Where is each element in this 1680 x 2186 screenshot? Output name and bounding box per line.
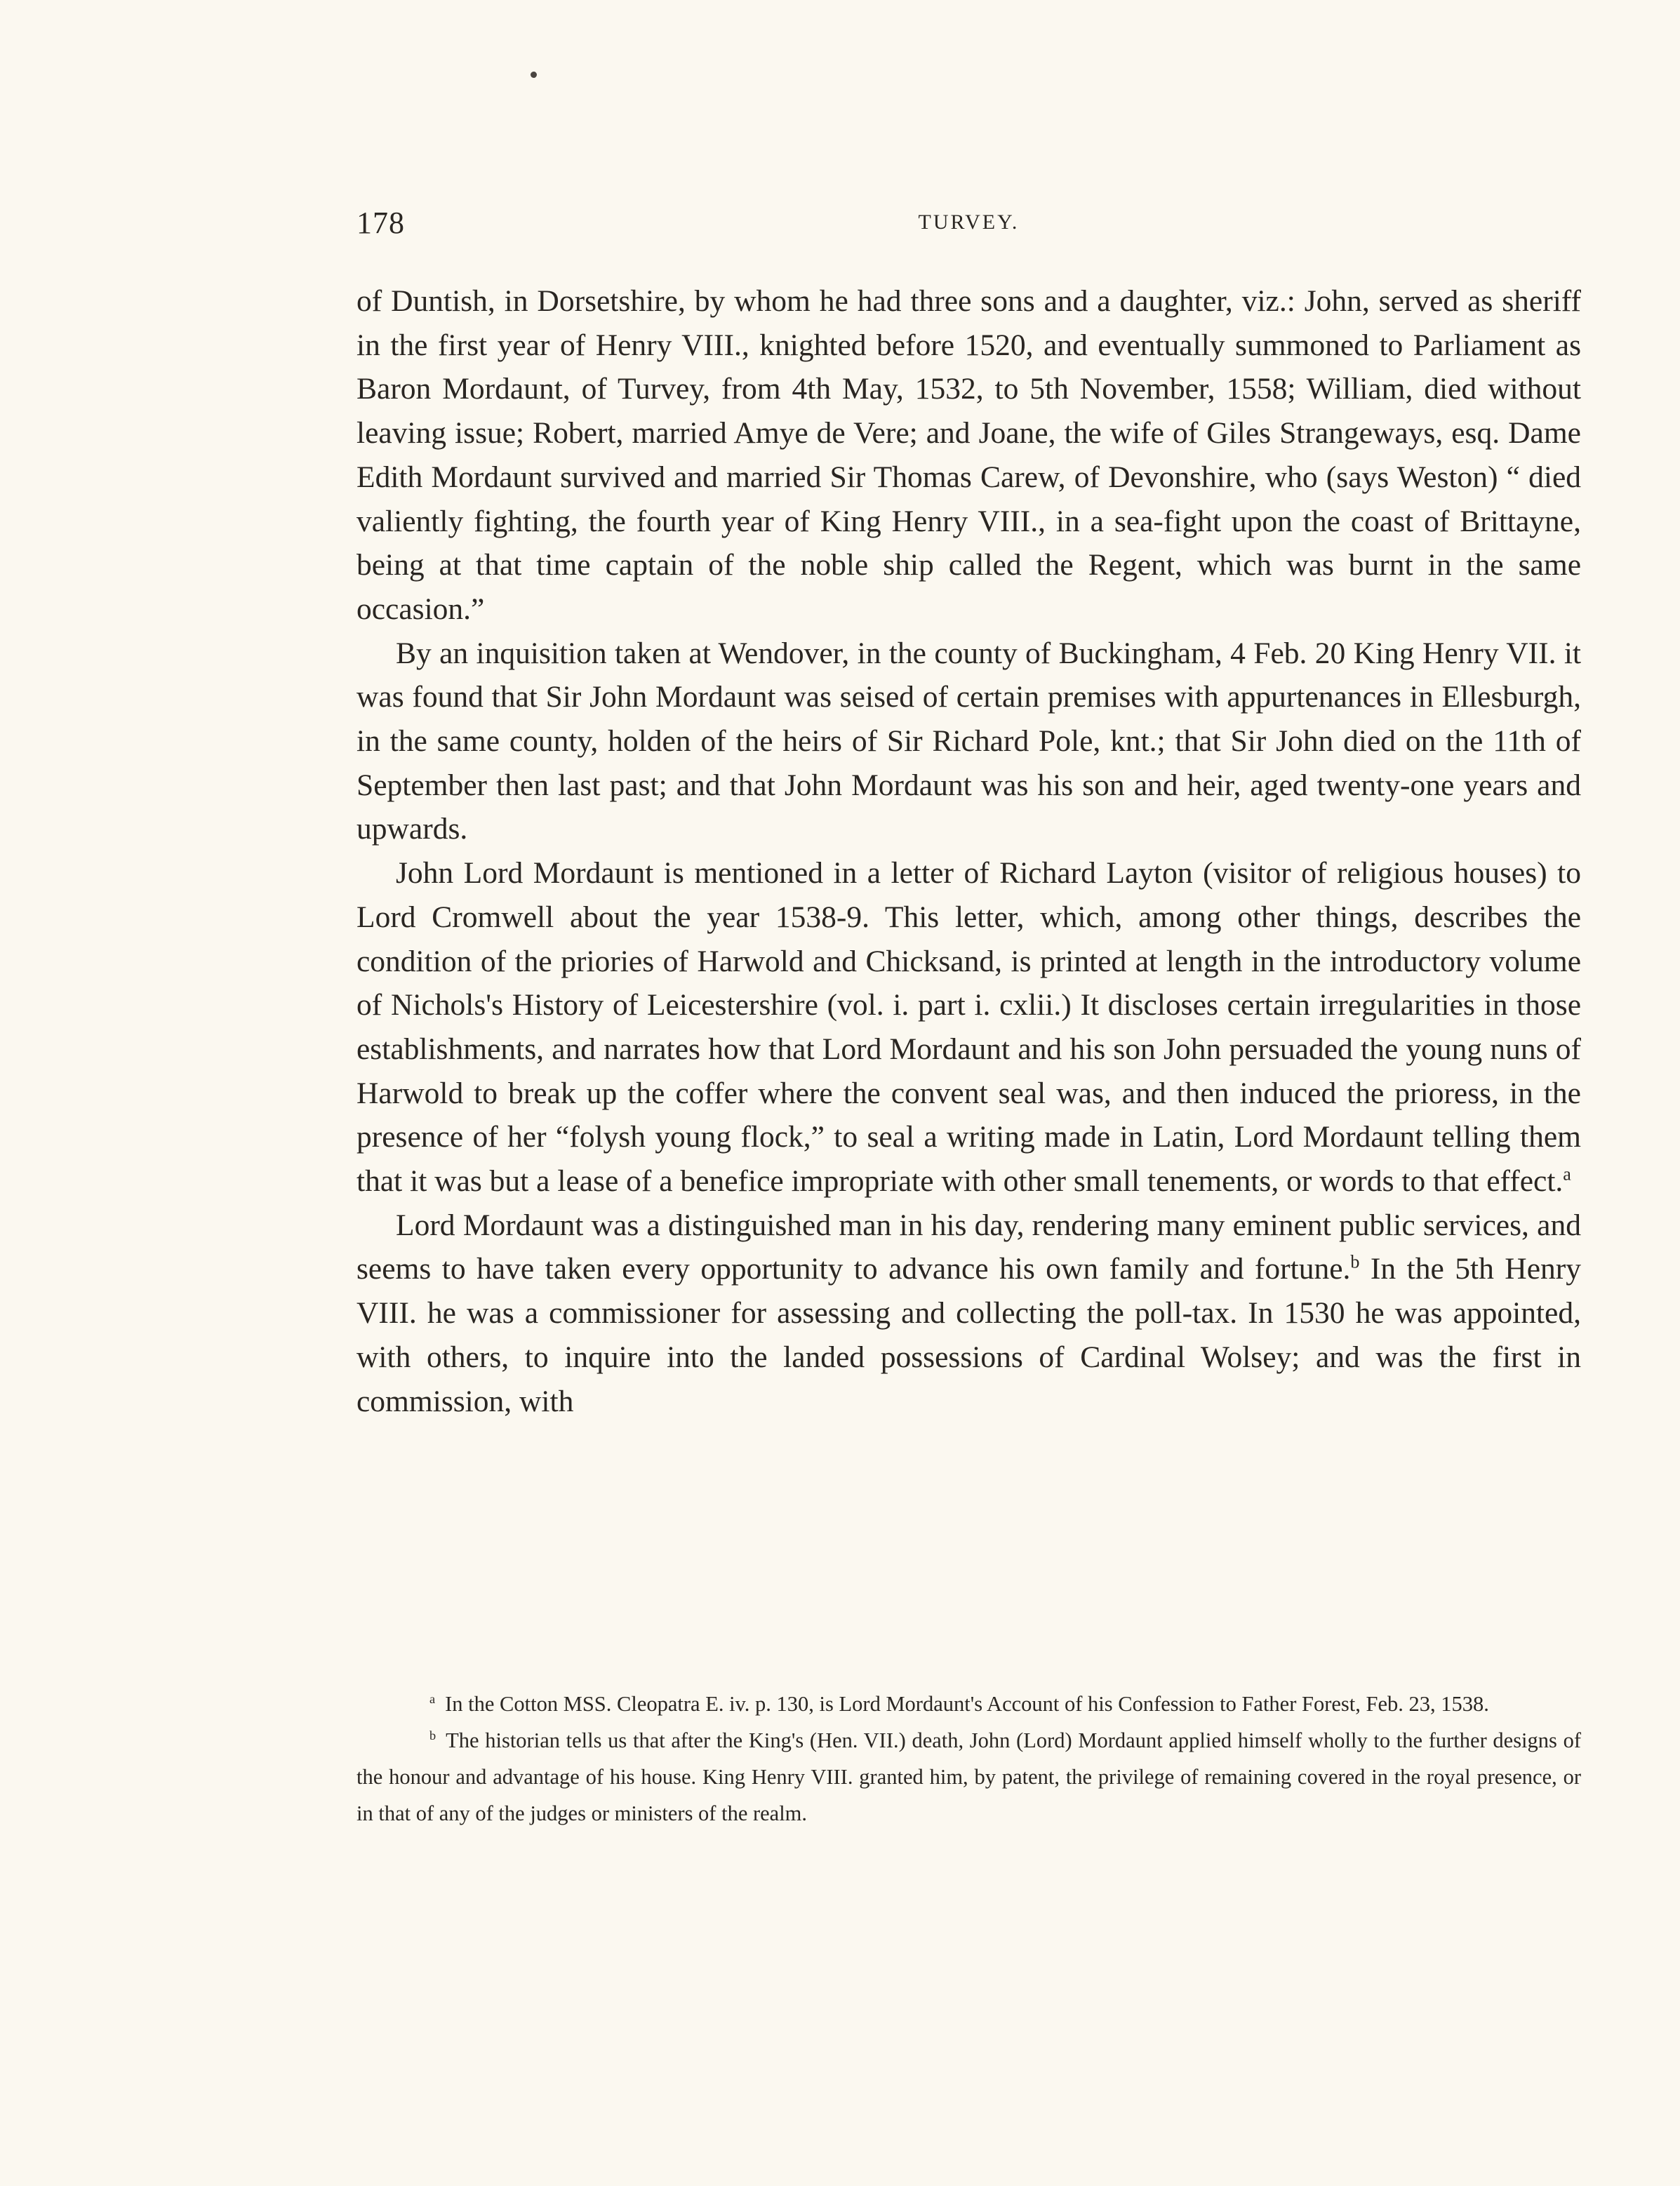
footnote: $^b$ The historian tells us that after the King's (Hen. VII.) death, John (Lord) Mordaunt applied himself wholly to the further designs of the honour and advantage of his house. King Henry VIII. granted him, by patent, the privilege of remaining covered in the royal presence, or in that of any of the judges or ministers of the realm.	[356, 1728, 1581, 1825]
footnotes	[356, 1686, 1581, 1832]
paragraph-text: John Lord Mordaunt is mentioned in a letter of Richard Layton (visitor of religious houses) to Lord Cromwell about the year 1538-9. This letter, which, among other things, describes the condition of the priories of Harwold and Chicksand, is printed at length in the introductory volume of Nichols's History of Leicestershire (vol. i. part i. cxlii.) It discloses certain irregularities in those establishments, and narrates how that Lord Mordaunt and his son John persuaded the young nuns of Harwold to break up the coffer where the convent seal was, and then induced the prioress, in the presence of her “folysh young flock,” to seal a writing made in Latin, Lord Mordaunt telling them that it was but a lease of a benefice impropriate with other small tenements, or words to that effect.	[356, 856, 1581, 1199]
paragraph-text: Lord Mordaunt was a distinguished man in his day, rendering many eminent public services, and seems to have taken every opportunity to advance his own family and fortune.	[356, 1208, 1581, 1286]
paragraph: of Duntish, in Dorsetshire, by whom he had three sons and a daughter, viz.: John, served as sheriff in the first year of Henry VIII., knighted before 1520, and eventually summoned to Parliament as Baron Mordaunt, of Turvey, from 4th May, 1532, to 5th November, 1558; William, died without leaving issue; Robert, married Amye de Vere; and Joane, the wife of Giles Strangeways, esq. Dame Edith Mordaunt survived and married Sir Thomas Carew, of Devonshire, who (says Weston) “ died valiently fighting, the fourth year of King Henry VIII., in a sea-fight upon the coast of Brittayne, being at that time captain of the noble ship called the Regent, which was burnt in the same occasion.”	[356, 284, 1581, 626]
footnote-text: The historian tells us that after the King's (Hen. VII.) death, John (Lord) Mordaunt applied himself wholly to the further designs of the honour and advantage of his house. King Henry VIII. granted him, by patent, the privilege of remaining covered in the royal presence, or in that of any of the judges or ministers of the realm.	[356, 1728, 1581, 1825]
paragraph	[356, 1204, 1581, 1424]
page-header	[356, 205, 1581, 247]
footnote-text: In the Cotton MSS. Cleopatra E. iv. p. 130, is Lord Mordaunt's Account of his Confession to Father Forest, Feb. 23, 1538.	[445, 1692, 1489, 1716]
footnote: $^a$ In the Cotton MSS. Cleopatra E. iv. p. 130, is Lord Mordaunt's Account of his Confession to Father Forest, Feb. 23, 1538.	[429, 1691, 1489, 1716]
paragraph-text: In the 5th Henry VIII. he was a commissioner for assessing and collecting the poll-tax. In 1530 he was appointed, with others, to inquire into the landed possessions of Cardinal Wolsey; and was the first in commission, with	[356, 1252, 1581, 1418]
footnote-reference: b	[1350, 1251, 1360, 1272]
footnote-reference: a	[1563, 1164, 1571, 1185]
running-head: TURVEY.	[918, 211, 1020, 234]
page-number: 178	[356, 206, 405, 240]
body-text	[356, 279, 1581, 1423]
ink-speck	[531, 72, 537, 78]
paragraph: By an inquisition taken at Wendover, in the county of Buckingham, 4 Feb. 20 King Henry VII. it was found that Sir John Mordaunt was seised of certain premises with appurtenances in Ellesburgh, in the same county, holden of the heirs of Sir Richard Pole, knt.; that Sir John died on the 11th of September then last past; and that John Mordaunt was his son and heir, aged twenty-one years and upwards.	[356, 636, 1581, 846]
paragraph	[356, 851, 1581, 1204]
